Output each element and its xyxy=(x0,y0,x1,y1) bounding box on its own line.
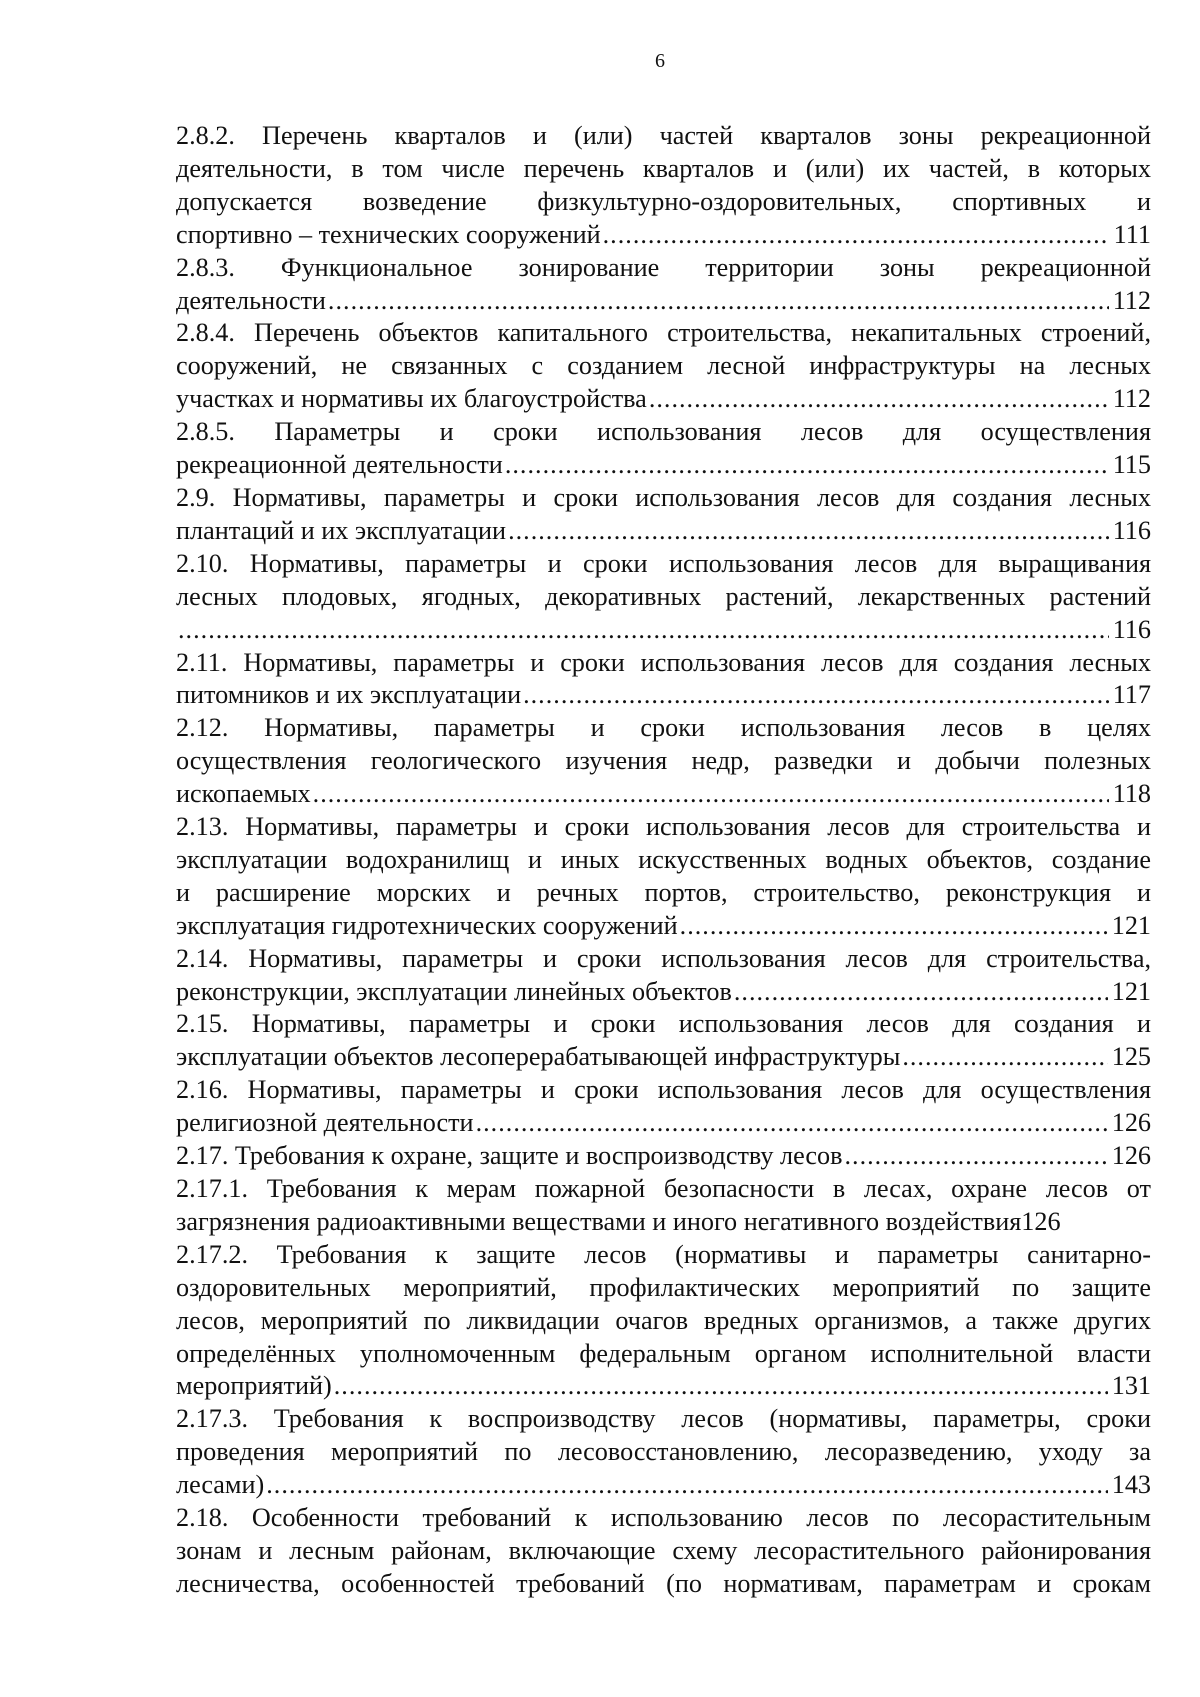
toc-page-number: 115 xyxy=(1112,450,1151,480)
toc-entry-line: 2.17.3. Требования к воспроизводству лесов (нормативы, параметры, сроки xyxy=(176,1404,1151,1434)
toc-entry-last-line xyxy=(176,383,1151,416)
toc-entry[interactable] xyxy=(176,647,1151,713)
toc-entry-line: 2.8.2. Перечень кварталов и (или) частей кварталов зоны рекреационной xyxy=(176,121,1151,150)
toc-entry[interactable] xyxy=(176,120,1151,252)
toc-entry[interactable] xyxy=(176,317,1151,416)
dot-leader xyxy=(734,976,1108,1009)
toc-entry-line: 2.12. Нормативы, параметры и сроки использования лесов в целях xyxy=(176,713,1151,743)
toc-entry-line: допускается возведение физкультурно-оздоровительных, спортивных и xyxy=(176,186,1151,216)
toc-entry[interactable] xyxy=(176,712,1151,811)
toc-entry[interactable] xyxy=(176,811,1151,943)
dot-leader xyxy=(508,515,1109,548)
toc-entry-title-end: спортивно – технических сооружений xyxy=(176,219,601,249)
toc-entry-line: 2.17.2. Требования к защите лесов (нормативы и параметры санитарно- xyxy=(176,1239,1151,1269)
toc-page-number: 126 xyxy=(1021,1206,1061,1236)
toc-page-number: 131 xyxy=(1111,1371,1151,1401)
toc-entry-last-line xyxy=(176,614,1151,647)
page-number: 6 xyxy=(655,50,665,72)
toc-entry-line: 2.16. Нормативы, параметры и сроки использования лесов для осуществления xyxy=(176,1075,1151,1105)
toc-entry[interactable] xyxy=(176,1140,1151,1173)
toc-entry-line: 2.8.3. Функциональное зонирование территории зоны рекреационной xyxy=(176,252,1151,282)
toc-page-number: 116 xyxy=(1112,515,1151,545)
toc-entry-last-line xyxy=(176,976,1151,1009)
toc-entry-line: 2.13. Нормативы, параметры и сроки использования лесов для строительства и xyxy=(176,812,1151,842)
toc-page-number: 121 xyxy=(1111,910,1151,940)
dot-leader xyxy=(603,219,1110,252)
toc-page-number: 125 xyxy=(1111,1042,1151,1072)
toc-page-number: 143 xyxy=(1111,1470,1151,1500)
toc-page-number: 126 xyxy=(1111,1108,1151,1138)
toc-entry-line: 2.9. Нормативы, параметры и сроки использования лесов для создания лесных xyxy=(176,482,1151,512)
toc-entry-line: определённых уполномоченным федеральным органом исполнительной власти xyxy=(176,1338,1151,1368)
toc-entry[interactable] xyxy=(176,1502,1151,1601)
toc-entry[interactable] xyxy=(176,1239,1151,1404)
toc-entry-title-end: ископаемых xyxy=(176,779,311,809)
toc-entry-title-end: эксплуатация гидротехнических сооружений xyxy=(176,910,678,940)
toc-entry-last-line xyxy=(176,1206,1151,1239)
toc-entry-line: 2.8.5. Параметры и сроки использования лесов для осуществления xyxy=(176,417,1151,447)
toc-entry-title-end: реконструкции, эксплуатации линейных объектов xyxy=(176,976,732,1006)
toc-entry-title-end: плантаций и их эксплуатации xyxy=(176,515,507,545)
dot-leader xyxy=(844,1140,1107,1173)
toc-entry-last-line xyxy=(176,1370,1151,1403)
dot-leader xyxy=(680,910,1108,943)
toc-entry-last-line xyxy=(176,1140,1151,1173)
toc-entry[interactable] xyxy=(176,548,1151,647)
toc-page-number: 121 xyxy=(1111,976,1151,1006)
dot-leader xyxy=(178,614,1109,647)
toc-page-number: 126 xyxy=(1111,1141,1151,1171)
toc-entry-title-end: питомников и их эксплуатации xyxy=(176,680,522,710)
toc-entry-line: лесничества, особенностей требований (по нормативам, параметрам и срокам xyxy=(176,1568,1151,1598)
toc-entry[interactable] xyxy=(176,1074,1151,1140)
toc-entry-last-line xyxy=(176,449,1151,482)
toc-entry-line: эксплуатации водохранилищ и иных искусственных водных объектов, создание xyxy=(176,844,1151,874)
toc-entry[interactable] xyxy=(176,252,1151,318)
toc-entry[interactable] xyxy=(176,1173,1151,1239)
toc-entry-line: оздоровительных мероприятий, профилактических мероприятий по защите xyxy=(176,1272,1151,1302)
dot-leader xyxy=(313,778,1109,811)
toc-entry-title-end: лесами) xyxy=(176,1470,265,1500)
toc-entry-last-line xyxy=(176,778,1151,811)
toc-entry-title-end: 2.17. Требования к охране, защите и воспроизводству лесов xyxy=(176,1141,843,1171)
toc-entry-line: 2.10. Нормативы, параметры и сроки использования лесов для выращивания xyxy=(176,548,1151,578)
toc-entry-last-line xyxy=(176,285,1151,318)
toc-page-number: 111 xyxy=(1113,219,1151,249)
toc-page-number: 112 xyxy=(1112,384,1151,414)
toc-entry-line: 2.14. Нормативы, параметры и сроки использования лесов для строительства, xyxy=(176,943,1151,973)
toc-entry-last-line xyxy=(176,515,1151,548)
toc-entry[interactable] xyxy=(176,1008,1151,1074)
toc-entry-line: 2.8.4. Перечень объектов капитального строительства, некапитальных строений, xyxy=(176,318,1151,348)
toc-entry-last-line xyxy=(176,679,1151,712)
toc-entry-title-end: деятельности xyxy=(176,285,326,315)
dot-leader xyxy=(902,1041,1107,1074)
toc-entry-title-end: участках и нормативы их благоустройства xyxy=(176,384,647,414)
dot-leader xyxy=(523,679,1109,712)
toc-entry-line: и расширение морских и речных портов, строительство, реконструкция и xyxy=(176,877,1151,907)
toc-entry-line: проведения мероприятий по лесовосстановлению, лесоразведению, уходу за xyxy=(176,1437,1151,1467)
toc-entry-title-end: мероприятий) xyxy=(176,1371,332,1401)
toc-entry-last-line xyxy=(176,1107,1151,1140)
toc-entry-last-line xyxy=(176,1041,1151,1074)
toc-entry-line: осуществления геологического изучения недр, разведки и добычи полезных xyxy=(176,746,1151,776)
toc-entry-last-line xyxy=(176,910,1151,943)
toc-entry-title-end: эксплуатации объектов лесоперерабатывающей инфраструктуры xyxy=(176,1042,901,1072)
toc-page-number: 112 xyxy=(1112,285,1151,315)
toc-entry[interactable] xyxy=(176,482,1151,548)
toc-entry-line: лесных плодовых, ягодных, декоративных растений, лекарственных растений xyxy=(176,581,1151,611)
toc-entry-line: лесов, мероприятий по ликвидации очагов вредных организмов, а также других xyxy=(176,1305,1151,1335)
toc-page-number: 116 xyxy=(1112,614,1151,644)
toc-entry[interactable] xyxy=(176,416,1151,482)
toc-entry-title-end: религиозной деятельности xyxy=(176,1108,474,1138)
dot-leader xyxy=(266,1469,1108,1502)
dot-leader xyxy=(505,449,1109,482)
toc-entry[interactable] xyxy=(176,1403,1151,1502)
toc-entry-title-end: загрязнения радиоактивными веществами и иного негативного воздействия xyxy=(176,1206,1022,1236)
dot-leader xyxy=(334,1370,1108,1403)
toc-entry-last-line xyxy=(176,219,1151,252)
dot-leader xyxy=(649,383,1109,416)
toc-entry-line: деятельности, в том числе перечень кварталов и (или) их частей, в которых xyxy=(176,153,1151,183)
table-of-contents xyxy=(176,120,1151,1601)
toc-entry-line: 2.11. Нормативы, параметры и сроки использования лесов для создания лесных xyxy=(176,647,1151,677)
toc-page-number: 118 xyxy=(1112,779,1151,809)
toc-entry-line: 2.17.1. Требования к мерам пожарной безопасности в лесах, охране лесов от xyxy=(176,1174,1151,1203)
toc-entry-line: 2.15. Нормативы, параметры и сроки использования лесов для создания и xyxy=(176,1009,1151,1039)
toc-entry[interactable] xyxy=(176,943,1151,1009)
dot-leader xyxy=(476,1107,1108,1140)
toc-page-number: 117 xyxy=(1112,680,1151,710)
toc-entry-line: сооружений, не связанных с созданием лесной инфраструктуры на лесных xyxy=(176,351,1151,381)
dot-leader xyxy=(328,285,1109,318)
toc-entry-last-line xyxy=(176,1469,1151,1502)
toc-entry-title-end: рекреационной деятельности xyxy=(176,450,503,480)
toc-entry-line: 2.18. Особенности требований к использованию лесов по лесорастительным xyxy=(176,1503,1151,1533)
toc-entry-line: зонам и лесным районам, включающие схему лесорастительного районирования xyxy=(176,1535,1151,1565)
